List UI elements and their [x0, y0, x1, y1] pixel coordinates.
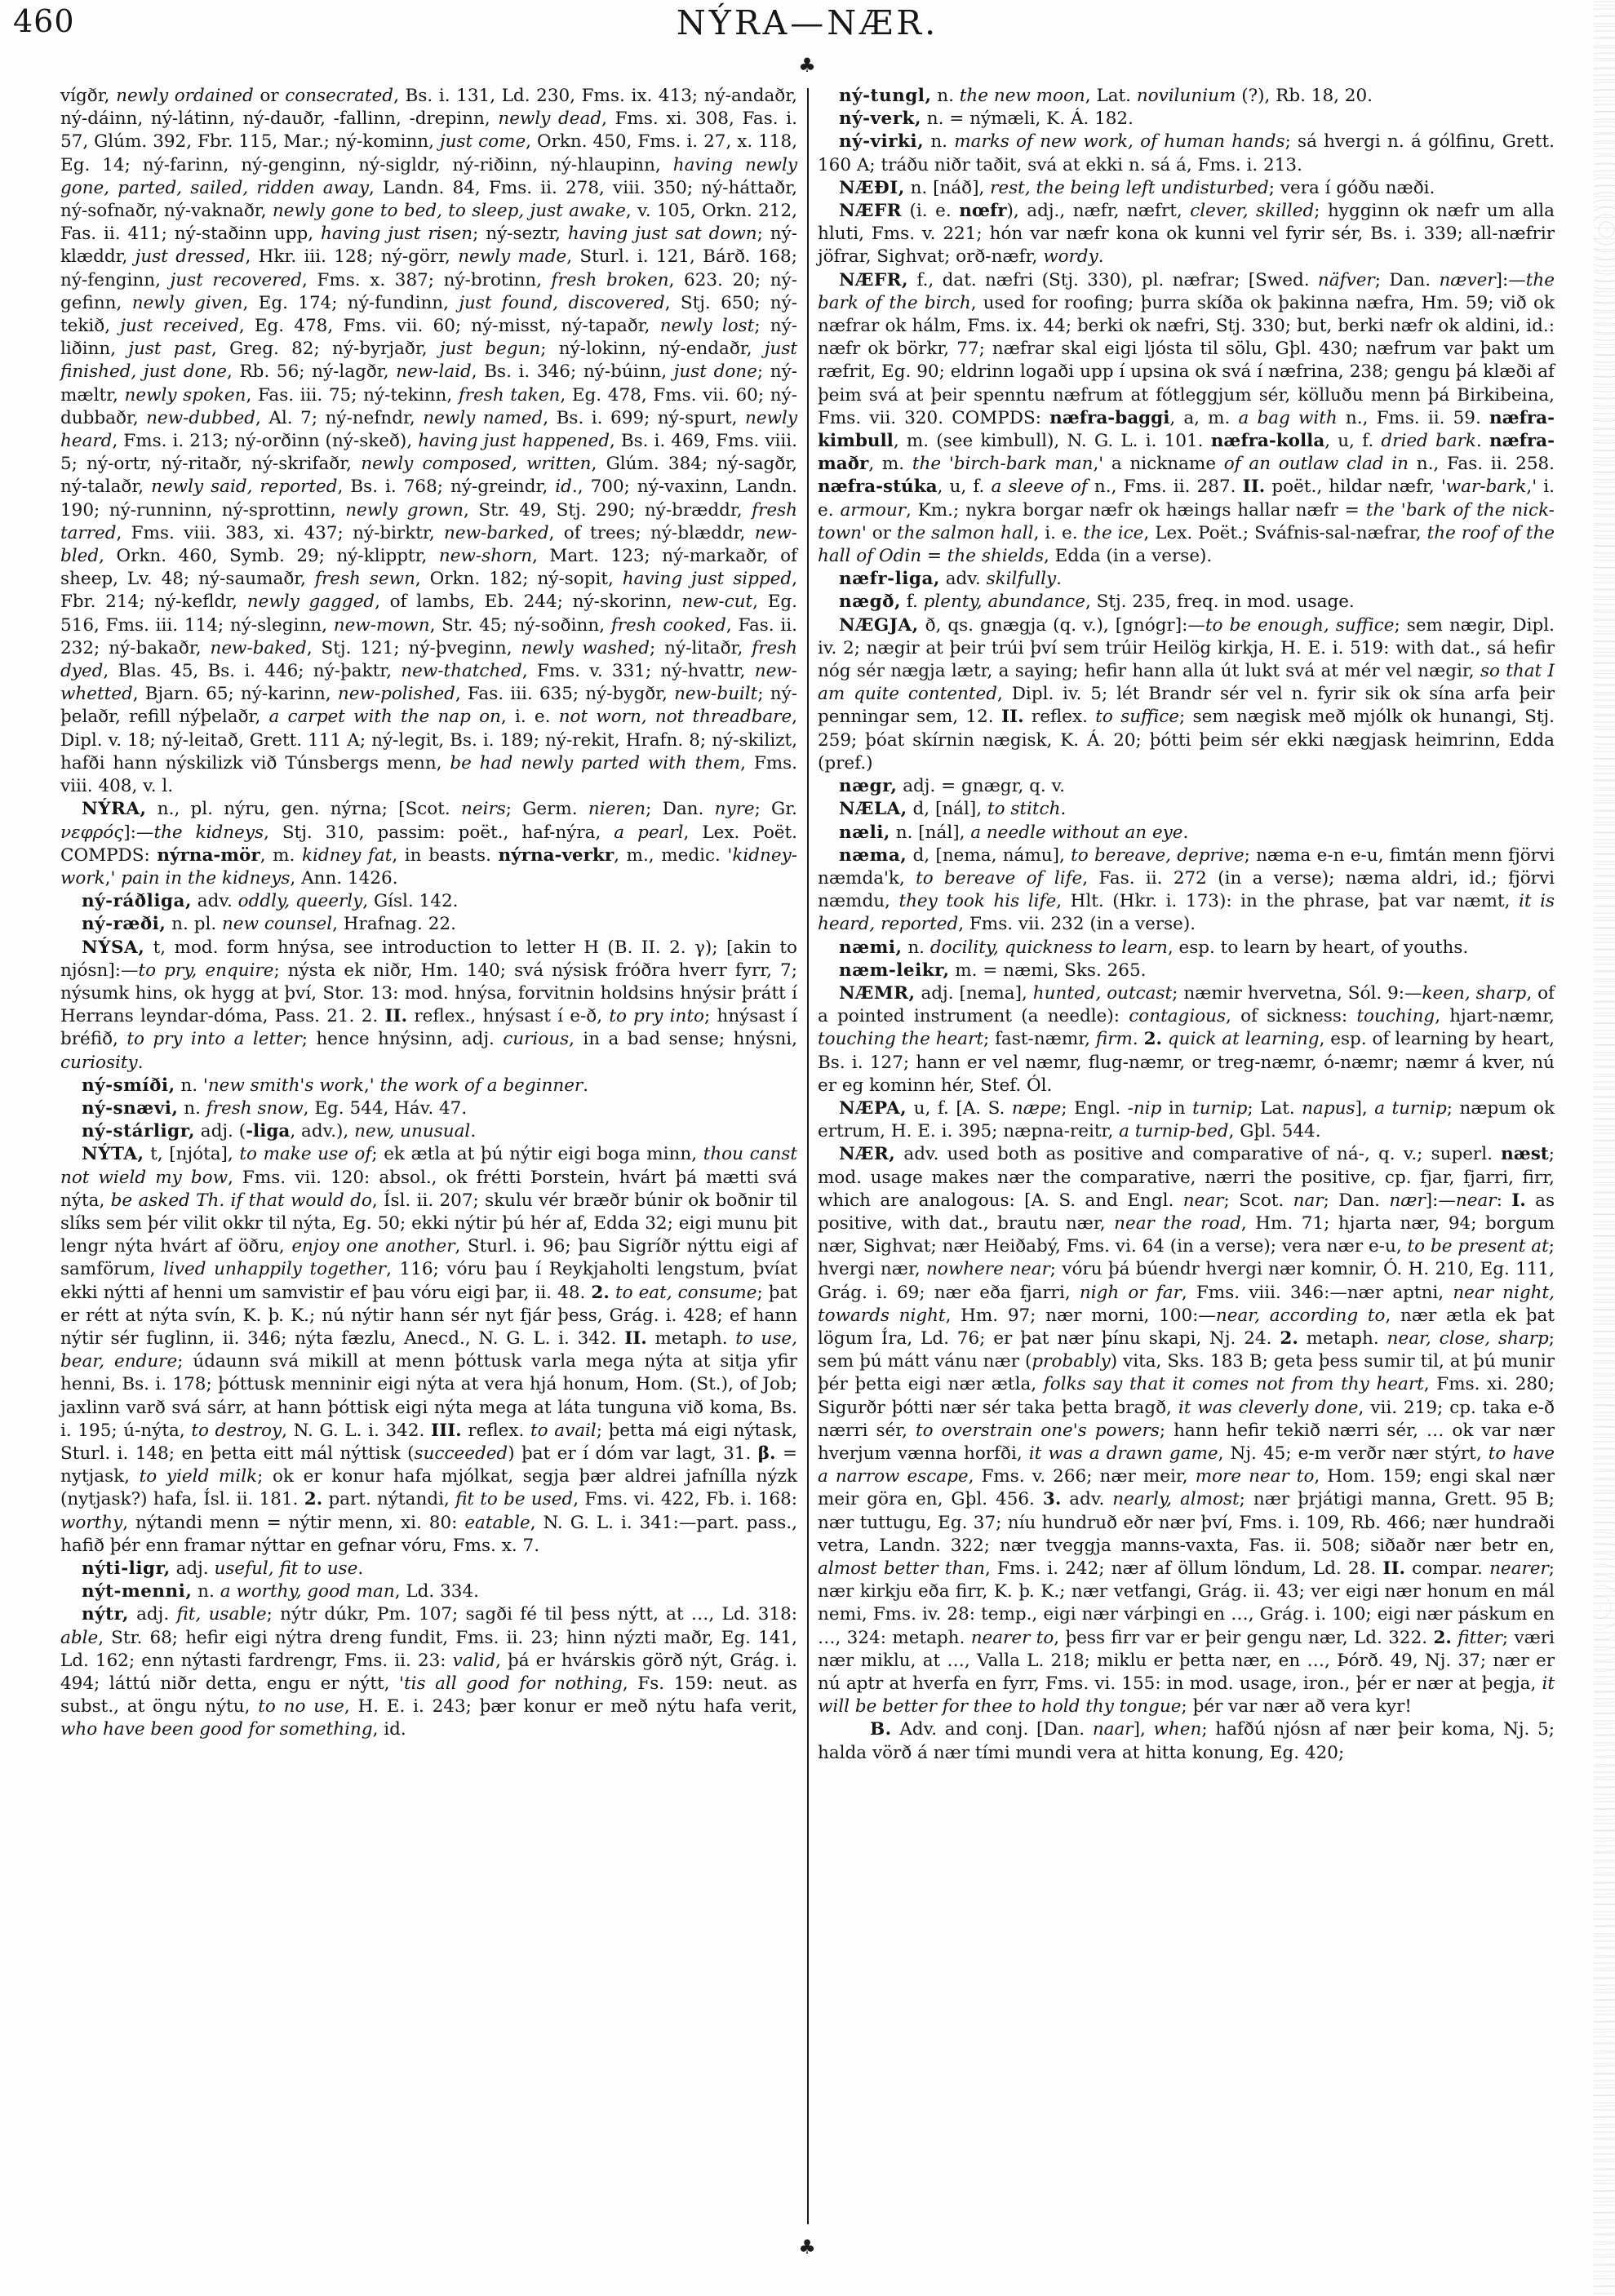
dictionary-paragraph: næmi, n. docility, quickness to learn, esp. to learn by heart, of youths. — [839, 937, 1469, 958]
dictionary-paragraph: NÆR, adv. used both as positive and comparative of ná-, q. v.; superl. næst; mod. usage makes nær the comparative, nærri the positive, cp. fjar, fjarri, firr, which are analogous: [A. S. and Engl. near; Scot. nar; Dan. nær]:—near: I. as positive, with dat., brautu nær, near the road, Hm. 71; hjarta nær, 94; borgum nær, Sighvat; nær Heiðabý, Fms. vi. 64 (in a verse); vera nær e-u, to be present at; hvergi nær, nowhere near; vóru þá búendr hvergi nær komnir, Ó. H. 210, Eg. 111, Grág. i. 69; nær eða fjarri, nigh or far, Fms. viii. 346:—nær aptni, near night, towards night, Hm. 97; nær morni, 100:—near, according to, nær ætla ek þat lögum Íra, Ld. 76; er þat nær þínu skapi, Nj. 24. 2. metaph. near, close, sharp; sem þú mátt vánu nær (probably) vita, Sks. 183 B; geta þess sumir til, at þú munir þér þetta eigi nær ætla, folks say that it comes not from thy heart, Fms. xi. 280; Sigurðr þótti nær sér taka þetta bragð, it was cleverly done, vii. 219; cp. taka e-ð nærri sér, to overstrain one's powers; hann hefir tekið nærri sér, … ok var nær hverjum vænna horfði, it was a drawn game, Nj. 45; e-m verðr nær stýrt, to have a narrow escape, Fms. v. 266; nær meir, more near to, Hom. 159; engi skal nær meir göra en, Gþl. 456. 3. adv. nearly, almost; nær þrjátigi manna, Grett. 95 B; nær tuttugu, Eg. 37; níu hundruð eðr nær því, Fms. i. 109, Rb. 466; nær hundraði vetra, Landn. 322; nær tveggja manns-vaxta, Fas. ii. 508; siðaðr nær betr en, almost better than, Fms. i. 242; nær af öllum löndum, Ld. 28. II. compar. nearer; nær kirkju eða firr, K. þ. K.; nær vetfangi, Grág. ii. 43; ver eigi nær honum en mál nemi, Fms. iv. 28: temp., eigi nær várþingi en …, Grág. i. 100; eigi nær páskum en …, 324: metaph. nearer to, þess firr var er þeir gengu nær, Ld. 322. 2. fitter; væri nær miklu, at …, Valla L. 218; miklu er þetta nær, en …, Þórð. 49, Nj. 37; nær er nú aptr at hverfa en fyrr, Fms. vi. 155: in mod. usage, iron., þér er nær at þegja, it will be better for thee to hold thy tongue; þér var nær að vera kyr! — [818, 1144, 1555, 1718]
dictionary-paragraph: ný-virki, n. marks of new work, of human hands; sá hvergi n. á gólfinu, Grett. 160 A; tráðu niðr taðit, svá at ekki n. sá á, Fms. i. 213. — [818, 131, 1555, 175]
dictionary-paragraph: ný-ráðliga, adv. oddly, queerly, Gísl. 142. — [82, 891, 459, 912]
headword: næm-leikr, — [839, 960, 950, 981]
dictionary-paragraph: NÝSA, t, mod. form hnýsa, see introduction to letter H (B. II. 2. γ); [akin to njósn]:—to pry, enquire; nýsta ek niðr, Hm. 140; svá nýsisk fróðra hverr fyrr, 7; nýsumk hins, ok hygg at því, Stor. 13: mod. hnýsa, forvitnin holdsins hnýsir þrátt í Herrans leyndar-dóma, Pass. 21. 2. II. reflex., hnýsast í e-ð, to pry into; hnýsast í bréfið, to pry into a letter; hence hnýsinn, adj. curious, in a bad sense; hnýsni, curiosity. — [60, 937, 798, 1073]
dictionary-paragraph: NÆÐI, n. [náð], rest, the being left undisturbed; vera í góðu næði. — [839, 177, 1435, 198]
column-divider — [800, 55, 814, 2257]
headword: næma, — [839, 844, 907, 866]
divider-rule — [807, 88, 809, 2224]
headword: nýti-ligr, — [82, 1558, 171, 1579]
headword: ný-tungl, — [839, 86, 932, 106]
trefoil-ornament-icon: ♣ — [798, 54, 816, 77]
headword: ný-virki, — [839, 131, 925, 153]
dictionary-paragraph: B. Adv. and conj. [Dan. naar], when; hafðú njósn af nær þeir koma, Nj. 5; halda vörð á nær tími mundi vera at hitta konung, Eg. 420; — [818, 1719, 1555, 1763]
headword: B. — [870, 1719, 892, 1740]
page-number: 460 — [13, 3, 75, 39]
dictionary-paragraph: ný-verk, n. = nýmæli, K. Á. 182. — [839, 109, 1134, 130]
dictionary-paragraph: næm-leikr, m. = næmi, Sks. 265. — [839, 960, 1147, 981]
headword: ný-smíði, — [82, 1075, 175, 1096]
dictionary-paragraph: NÆGJA, ð, qs. gnægja (q. v.), [gnógr]:—to be enough, suffice; sem nægir, Dipl. iv. 2; nægir at þeir trúi því sem trúir Heilög kirkja, H. E. i. 519: with dat., sá hefir nóg sér nægja lætr, a saying; hefir hann alla út lukt svá at mér vel nægir, so that I am quite contented, Dipl. iv. 5; lét Brandr sér vel n. fyrir sik ok sína arfa þeir penningar sem, 12. II. reflex. to suffice; sem nægisk með mjólk ok hunangi, Stj. 259; þóat skírnin nægisk, K. Á. 20; þótti þeim sér ekki nægjask heimrinn, Edda (pref.) — [818, 614, 1555, 773]
headword: nýt-menni, — [82, 1581, 193, 1602]
headword: nægð, — [839, 592, 901, 613]
dictionary-paragraph: næli, n. [nál], a needle without an eye. — [839, 822, 1189, 843]
headword: NÆFR, — [839, 269, 909, 290]
headword: NÆR, — [839, 1144, 896, 1165]
headword: næmi, — [839, 937, 903, 958]
right-column — [818, 85, 1555, 1765]
headword: ný-ræði, — [82, 914, 166, 935]
dictionary-paragraph: NÝRA, n., pl. nýru, gen. nýrna; [Scot. neirs; Germ. nieren; Dan. nyre; Gr. νεφρός]:—the kidneys, Stj. 310, passim: poët., haf-nýra, a pearl, Lex. Poët. COMPDS: nýrna-mör, m. kidney fat, in beasts. nýrna-verkr, m., medic. 'kidney-work,' pain in the kidneys, Ann. 1426. — [60, 799, 798, 889]
dictionary-paragraph: NÆLA, d, [nál], to stitch. — [839, 799, 1067, 820]
headword: ný-verk, — [839, 109, 921, 130]
dictionary-paragraph: nýtr, adj. fit, usable; nýtr dúkr, Pm. 107; sagði fé til þess nýtt, at …, Ld. 318: able, Str. 68; hefir eigi nýtra dreng fundit, Fms. ii. 23; hinn nýzti maðr, Eg. 141, Ld. 162; enn nýtasti fardrengr, Fms. ii. 23: valid, þá er hvárskis görð nýt, Grág. i. 494; láttú niðr detta, engu er nýtt, 'tis all good for nothing, Fs. 159: neut. as subst., at öngu nýtu, to no use, H. E. i. 243; þær konur er með nýtu hafa verit, who have been good for something, id. — [60, 1604, 797, 1740]
headword: NÆGJA, — [839, 614, 919, 636]
dictionary-paragraph: NÆFR, f., dat. næfri (Stj. 330), pl. næfrar; [Swed. näfver; Dan. næver]:—the bark of the birch, used for roofing; þurra skíða ok þakinna næfra, Hm. 59; við ok næfrar ok hálm, Fms. ix. 44; berki ok næfri, Stj. 330; but, berki næfr ok aldini, id.: næfr ok börkr, 77; næfrar skal eigi ljósta til sölu, Gþl. 430; næfrum var þakt um ræfrit, Eg. 90; eldrinn logaði upp í upsina ok svá í næfrina, 238; gengu þá klæði af þeim svá at þeir spenntu næfrum at fótleggjum sér, kölluðu menn þá Birkibeina, Fms. vii. 320. COMPDS: næfra-baggi, a, m. a bag with n., Fms. ii. 59. næfra-kimbull, m. (see kimbull), N. G. L. i. 101. næfra-kolla, u, f. dried bark. næfra-maðr, m. the 'birch-bark man,' a nickname of an outlaw clad in n., Fas. ii. 258. næfra-stúka, u, f. a sleeve of n., Fms. ii. 287. II. poët., hildar næfr, 'war-bark,' i. e. armour, Km.; nykra borgar næfr ok hæings hallar næfr = the 'bark of the nick-town' or the salmon hall, i. e. the ice, Lex. Poët.; Sváfnis-sal-næfrar, the roof of the hall of Odin = the shields, Edda (in a verse). — [818, 269, 1555, 567]
headword: NÆFR — [839, 201, 903, 222]
dictionary-paragraph: vígðr, newly ordained or consecrated, Bs. i. 131, Ld. 230, Fms. ix. 413; ný-andaðr, ný-dáinn, ný-látinn, ný-dauðr, -fallinn, -drepinn, newly dead, Fms. xi. 308, Fas. i. 57, Glúm. 392, Fbr. 115, Mar.; ný-kominn, just come, Orkn. 450, Fms. i. 27, x. 118, Eg. 14; ný-farinn, ný-genginn, ný-sigldr, ný-riðinn, ný-hlaupinn, having newly gone, parted, sailed, ridden away, Landn. 84, Fms. ii. 278, viii. 350; ný-háttaðr, ný-sofnaðr, ný-vaknaðr, newly gone to bed, to sleep, just awake, v. 105, Orkn. 212, Fas. ii. 411; ný-staðinn upp, having just risen; ný-seztr, having just sat down; ný-klæddr, just dressed, Hkr. iii. 128; ný-görr, newly made, Sturl. i. 121, Bárð. 168; ný-fenginn, just recovered, Fms. x. 387; ný-brotinn, fresh broken, 623. 20; ný-gefinn, newly given, Eg. 174; ný-fundinn, just found, discovered, Stj. 650; ný-tekið, just received, Eg. 478, Fms. vii. 60; ný-misst, ný-tapaðr, newly lost; ný-liðinn, just past, Greg. 82; ný-byrjaðr, just begun; ný-lokinn, ný-endaðr, just finished, just done, Rb. 56; ný-lagðr, new-laid, Bs. i. 346; ný-búinn, just done; ný-mæltr, newly spoken, Fas. iii. 75; ný-tekinn, fresh taken, Eg. 478, Fms. vii. 60; ný-dubbaðr, new-dubbed, Al. 7; ný-nefndr, newly named, Bs. i. 699; ný-spurt, newly heard, Fms. i. 213; ný-orðinn (ný-skeð), having just happened, Bs. i. 469, Fms. viii. 5; ný-ortr, ný-ritaðr, ný-skrifaðr, newly composed, written, Glúm. 384; ný-sagðr, ný-talaðr, newly said, reported, Bs. i. 768; ný-greindr, id., 700; ný-vaxinn, Landn. 190; ný-runninn, ný-sprottinn, newly grown, Str. 49, Stj. 290; ný-bræddr, fresh tarred, Fms. viii. 383, xi. 437; ný-birktr, new-barked, of trees; ný-blæddr, new-bled, Orkn. 460, Symb. 29; ný-klipptr, new-shorn, Mart. 123; ný-markaðr, of sheep, Lv. 48; ný-saumaðr, fresh sewn, Orkn. 182; ný-sopit, having just sipped, Fbr. 214; ný-kefldr, newly gagged, of lambs, Eb. 244; ný-skorinn, new-cut, Eg. 516, Fms. iii. 114; ný-sleginn, new-mown, Str. 45; ný-soðinn, fresh cooked, Fas. ii. 232; ný-bakaðr, new-baked, Stj. 121; ný-þveginn, newly washed; ný-litaðr, fresh dyed, Blas. 45, Bs. i. 446; ný-þaktr, new-thatched, Fms. v. 331; ný-hvattr, new-whetted, Bjarn. 65; ný-karinn, new-polished, Fas. iii. 635; ný-bygðr, new-built; ný-þelaðr, refill nýþelaðr, a carpet with the nap on, i. e. not worn, not threadbare, Dipl. v. 18; ný-leitað, Grett. 111 A; ný-legit, Bs. i. 189; ný-rekit, Hrafn. 8; ný-skilizt, hafði hann nýskilizk við Túnsbergs menn, be had newly parted with them, Fms. viii. 408, v. l. — [60, 86, 798, 797]
dictionary-paragraph: nýti-ligr, adj. useful, fit to use. — [82, 1558, 364, 1579]
headword: ný-ráðliga, — [82, 891, 192, 912]
dictionary-paragraph: næma, d, [nema, námu], to bereave, deprive; næma e-n e-u, fimtán menn fjörvi næmda'k, to bereave of life, Fas. ii. 272 (in a verse); næma aldri, id.; fjörvi næmdu, they took his life, Hlt. (Hkr. i. 173): in the phrase, þat var næmt, it is heard, reported, Fms. vii. 232 (in a verse). — [818, 844, 1555, 935]
scan-edge-noise — [1594, 0, 1615, 2296]
dictionary-paragraph: NÝTA, t, [njóta], to make use of; ek ætla at þú nýtir eigi boga minn, thou canst not wield my bow, Fms. vii. 120: absol., ok frétti Þorstein, hvárt þá mætti svá nýta, be asked Th. if that would do, Ísl. ii. 207; skulu vér bræðr búnir ok boðnir til slíks sem þér vilit okkr til nýta, Eg. 50; ekki nýtir þú hér af, Edda 32; eigi munu þit lengr nýta hvárt af öðru, enjoy one another, Sturl. i. 96; þau Sigríðr nýttu eigi af samförum, lived unhappily together, 116; vóru þau í Reykjaholti lengstum, þvíat ekki nýtti af henni um samvistir ef þau vóru eigi þar, ii. 48. 2. to eat, consume; þat er rétt at nýta svín, K. þ. K.; nú nýtir hann sér nyt fjár þess, Grág. i. 428; ef hann nýtir sér fuglinn, ii. 346; nýta fæzlu, Anecd., N. G. L. i. 342. II. metaph. to use, bear, endure; údaunn svá mikill at menn þóttusk varla mega nýta at sitja yfir henni, Bs. i. 178; þóttusk menninir eigi nýta at vera hjá honum, Hom. (St.), of Job; jaxlinn varð svá sárr, at hann þóttisk eigi nýta mega at láta tunguna við koma, Bs. i. 195; ú-nýta, to destroy, N. G. L. i. 342. III. reflex. to avail; þetta má eigi nýtask, Sturl. i. 148; en þetta eitt mál nýttisk (succeeded) þat er í dóm var lagt, 31. β. = nytjask, to yield milk; ok er konur hafa mjólkat, segja þær aldrei jafnílla nýzk (nytjask?) hafa, Ísl. ii. 181. 2. part. nýtandi, fit to be used, Fms. vi. 422, Fb. i. 168: worthy, nýtandi menn = nýtir menn, xi. 80: eatable, N. G. L. i. 341:—part. pass., hafið þér enn framar nýttar en gefnar vóru, Fms. x. 7. — [60, 1144, 798, 1556]
dictionary-paragraph: NÆMR, adj. [nema], hunted, outcast; næmir hvervetna, Sól. 9:—keen, sharp, of a pointed instrument (a needle): contagious, of sickness: touching, hjart-næmr, touching the heart; fast-næmr, firm. 2. quick at learning, esp. of learning by heart, Bs. i. 127; hann er vel næmr, flug-næmr, or treg-næmr, ó-næmr; næmr á kver, nú er eg kominn hér, Stef. Ól. — [818, 982, 1555, 1096]
headword: næfr-liga, — [839, 569, 940, 590]
dictionary-paragraph: ný-smíði, n. 'new smith's work,' the work of a beginner. — [82, 1075, 589, 1096]
headword: NÆMR, — [839, 982, 916, 1004]
headword: ný-snævi, — [82, 1097, 179, 1119]
left-column — [60, 85, 797, 1742]
dictionary-paragraph: nýt-menni, n. a worthy, good man, Ld. 334. — [82, 1581, 479, 1602]
headword: NÆPA, — [839, 1097, 907, 1119]
trefoil-ornament-icon: ♣ — [798, 2236, 816, 2258]
dictionary-paragraph: ný-snævi, n. fresh snow, Eg. 544, Háv. 47. — [82, 1097, 468, 1119]
page-title: NÝRA—NÆR. — [676, 3, 939, 42]
headword: NÆLA, — [839, 799, 907, 820]
headword: NÝTA, — [82, 1144, 144, 1165]
headword: nægr, — [839, 776, 898, 797]
dictionary-paragraph: nægð, f. plenty, abundance, Stj. 235, freq. in mod. usage. — [839, 592, 1355, 613]
dictionary-paragraph: NÆPA, u, f. [A. S. næpe; Engl. -nip in turnip; Lat. napus], a turnip; næpum ok ertrum, H. E. i. 395; næpna-reitr, a turnip-bed, Gþl. 544. — [818, 1097, 1555, 1142]
headword: NÆÐI, — [839, 177, 905, 198]
headword: ný-stárligr, — [82, 1121, 195, 1142]
dictionary-paragraph: NÆFR (i. e. nœfr), adj., næfr, næfrt, clever, skilled; hygginn ok næfr um alla hluti, Fms. v. 221; hón var næfr kona ok kunni vel fyrir sér, Bs. i. 339; all-næfrir jöfrar, Sighvat; orð-næfr, wordy. — [818, 201, 1555, 268]
headword: NÝSA, — [82, 937, 145, 958]
dictionary-paragraph: nægr, adj. = gnægr, q. v. — [839, 776, 1066, 797]
headword: nýtr, — [82, 1604, 129, 1625]
dictionary-paragraph: ný-tungl, n. the new moon, Lat. novilunium (?), Rb. 18, 20. — [839, 86, 1373, 106]
dictionary-paragraph: ný-stárligr, adj. (-liga, adv.), new, unusual. — [82, 1121, 477, 1142]
headword: NÝRA, — [82, 799, 147, 820]
dictionary-paragraph: ný-ræði, n. pl. new counsel, Hrafnag. 22. — [82, 914, 456, 935]
dictionary-paragraph: næfr-liga, adv. skilfully. — [839, 569, 1062, 590]
headword: næli, — [839, 822, 890, 843]
